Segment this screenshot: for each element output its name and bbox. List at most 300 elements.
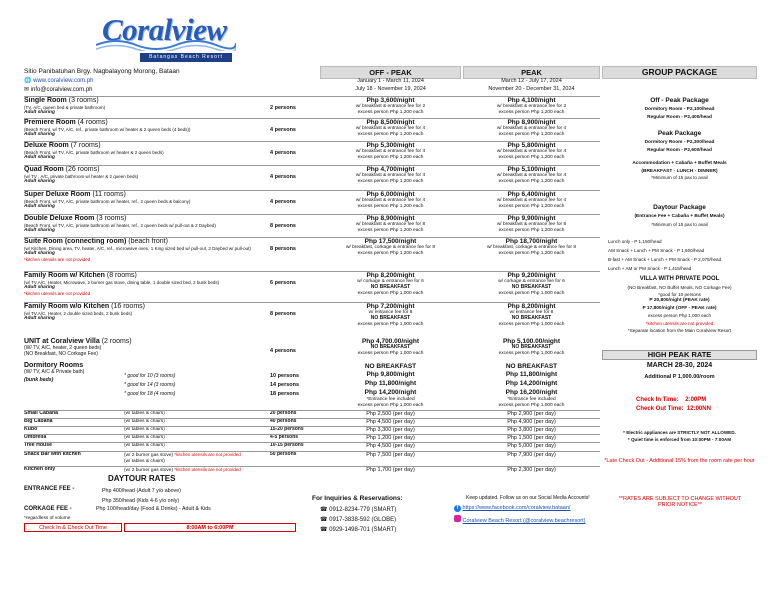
room-op-nobreakfast: NO BREAKFAST <box>370 283 411 290</box>
room-op-excess: excess person Php 1,200 each <box>357 154 424 160</box>
room-p-inclusion: w/ breakfast & entrance fee for 4 <box>496 126 567 132</box>
email-link[interactable] <box>24 87 93 94</box>
villa-pool-peak: P 20,800/night (PEAK rate) <box>649 298 710 304</box>
cottage-desc-2: (w/ tables & chairs) <box>124 458 165 464</box>
phone-icon: ☎ <box>320 527 330 533</box>
check-in-value: 2:00PM <box>685 397 707 403</box>
cottage-label: Umbrella <box>24 434 47 440</box>
cottage-offpeak: Php 2,500 (per day) <box>366 411 415 417</box>
villa-offpeak-price <box>320 338 461 357</box>
room-p-inclusion: w/ breakfast & entrance fee for 4 <box>496 149 567 155</box>
room-p-nobreakfast: NO BREAKFAST <box>511 314 552 321</box>
dorm-p-18: Php 16,200/night <box>505 389 558 397</box>
row-divider <box>24 426 600 427</box>
room-offpeak-price <box>320 119 461 138</box>
room-description: (w/ TV , A/C, private bathroom w/ heater & 2 queen beds) <box>24 174 139 180</box>
cottage-peak: Php 4,900 (per day) <box>507 419 556 425</box>
room-offpeak-price <box>320 215 461 234</box>
entrance-kids: Php 350/head (Kids 4-6 y/o only) <box>102 498 180 504</box>
room-p-excess: excess person Php 1,200 each <box>498 131 565 137</box>
cottage-desc <box>124 452 241 464</box>
room-peak-price <box>463 97 600 116</box>
cottage-capacity: 4-5 persons <box>270 434 299 440</box>
cottage-capacity: 15-20 persons <box>270 426 304 432</box>
room-op-excess: excess person Php 1,200 each <box>357 178 424 184</box>
room-row <box>24 191 268 210</box>
dorm-persons-10: 10 persons <box>270 373 300 379</box>
room-p-rate: Php 9,900/night <box>507 215 556 222</box>
room-name-line <box>24 238 268 246</box>
dorm-offpeak-price <box>320 363 461 409</box>
room-description: (Beach Front, w/ TV, A/C, private bathroom w/ heater & 2 queen beds) <box>24 150 164 156</box>
villa-pool-separate: *Separate location from the Main Coralview Resort <box>627 328 732 334</box>
high-peak-dates: MARCH 28-30, 2024 <box>646 362 713 369</box>
room-op-inclusion: w/ breakfast, corkage & entrance fee for 8 <box>345 245 436 251</box>
room-persons: 4 persons <box>270 127 296 133</box>
offpeak-dates-1: January 1 - March 11, 2024 <box>357 78 424 84</box>
cottage-offpeak: Php 1,200 (per day) <box>366 435 415 441</box>
facebook-icon: f <box>454 505 461 512</box>
room-op-rate: Php 5,300/night <box>366 142 415 149</box>
room-p-excess: excess person Php 1,200 each <box>498 250 565 256</box>
room-description: (w/ Kitchen, Dining area, TV, heater, A/C, ref., microwave oven, 1 King sized bed w/ pull-out, 2 Daybed w/ pull-out) <box>24 246 251 252</box>
villa-pool-good: *good for 10 persons <box>658 292 701 298</box>
cottage-name <box>24 411 58 417</box>
cottage-offpeak: Php 4,500 (per day) <box>366 419 415 425</box>
peak-regular-rate: Regular Room - P2,600/head <box>647 147 712 153</box>
facebook-url: https://www.facebook.com/coralview.bataan/ <box>462 505 571 511</box>
cottage-label: Small Cabaña <box>24 410 59 416</box>
resort-address: Sitio Panibatuhan Brgy. Nagbalayong Morong, Bataan <box>24 68 180 75</box>
dorm-op-nobreakfast: NO BREAKFAST <box>364 363 417 370</box>
cottage-desc <box>124 467 241 474</box>
room-op-rate: Php 7,200/night <box>366 303 415 310</box>
cottage-name <box>24 452 81 458</box>
cottage-peak: Php 5,000 (per day) <box>507 443 556 449</box>
phone-icon: ☎ <box>320 507 330 513</box>
offpeak-header: OFF - PEAK <box>320 66 461 79</box>
room-peak-price <box>463 272 600 296</box>
rates-disclaimer: **RATES ARE SUBJECT TO CHANGE WITHOUT PRIOR NOTICE** <box>618 496 742 509</box>
room-offpeak-price <box>320 238 461 257</box>
offpeak-package-title: Off - Peak Package <box>650 97 709 104</box>
room-sharing: Adult sharing <box>24 251 55 257</box>
row-divider <box>24 237 600 238</box>
villa-op-nobreakfast: NO BREAKFAST <box>370 344 411 351</box>
cottage-name <box>24 427 37 433</box>
room-row <box>24 303 268 322</box>
offpeak-dorm-rate: Dormitory Room - P2,100/head <box>644 107 715 113</box>
room-count: (4 rooms) <box>77 119 108 126</box>
villa-pool-utensils: *kitchen utensils are not provided <box>645 320 714 326</box>
row-divider <box>24 434 600 435</box>
villa-desc-1: (W/ TV, A/C, heater, 2 queen beds) <box>24 345 102 352</box>
corkage-fee-text: CORKAGE FEE - <box>24 506 72 512</box>
room-p-inclusion: w/ breakfast & entrance fee for 8 <box>496 222 567 228</box>
room-name: Super Deluxe Room <box>24 191 91 198</box>
room-row <box>24 238 268 262</box>
globe-icon: 🌐 <box>24 78 34 84</box>
room-row <box>24 97 268 116</box>
phone-smart-1[interactable] <box>320 505 396 515</box>
peak-package-title: Peak Package <box>657 130 702 137</box>
room-description: (TV, A/C, queen bed & private bathroom) <box>24 105 106 111</box>
package-minimum: *Minimum of 15 pax to avail <box>651 174 708 180</box>
room-name: Quad Room <box>24 166 64 173</box>
room-count: (7 rooms) <box>70 142 101 149</box>
dorm-desc: (W/ TV, A/C & Private bath) <box>24 369 85 376</box>
room-op-rate: Php 8,900/night <box>366 215 415 222</box>
room-name-line <box>24 272 268 280</box>
cottage-name <box>24 467 55 473</box>
late-checkout-note: *Late Check Out - Additional 15% from the room rate per hour <box>604 458 755 464</box>
logo-wordmark: Coralview <box>102 12 227 47</box>
room-op-rate: Php 4,700/night <box>366 166 415 173</box>
row-divider <box>24 165 600 166</box>
room-name-line <box>24 119 268 127</box>
room-offpeak-price <box>320 272 461 296</box>
villa-name: UNIT at Coralview Villa <box>24 338 100 345</box>
check-out-value: 12:00NN <box>686 406 711 412</box>
room-description: (Beach Front, w/ TV, A/C, private bathroom w/ heater, ref., 2 queen beds w/ pull-out & 2 Daybed) <box>24 223 216 229</box>
package-meals: (BREAKFAST - LUNCH - DINNER) <box>641 169 718 175</box>
room-op-excess: excess person Php 1,200 each <box>357 227 424 233</box>
meal-bfast-full: B-fast + AM Snack + Lunch + PM Snack - P 2,075/head <box>608 257 722 262</box>
peak-dates-2: November 20 - December 31, 2024 <box>488 86 575 92</box>
room-persons: 8 persons <box>270 246 296 252</box>
instagram-handle: Coralview Beach Resort (@coralview.beachresort) <box>462 518 586 524</box>
cottage-note: *kitchen utensils are not provided <box>174 452 241 457</box>
room-p-rate: Php 6,400/night <box>507 191 556 198</box>
phone-list <box>320 505 396 535</box>
cottage-desc-text: (w/ 2 burner gas stove) <box>124 468 174 473</box>
room-name-line <box>24 97 268 105</box>
room-sharing: Adult sharing <box>24 285 55 291</box>
room-p-inclusion: w/ corkage & entrance fee for 6 <box>498 279 565 285</box>
logo-tagline: Batangas Beach Resort <box>140 53 232 62</box>
room-peak-price <box>463 238 600 257</box>
room-op-rate: Php 17,500/night <box>364 238 417 245</box>
row-divider <box>24 418 600 419</box>
daytour-meal-options <box>608 237 758 273</box>
cottage-desc-text: (w/ tables & chairs) <box>124 411 165 416</box>
row-divider <box>24 451 600 452</box>
dorm-peak-price <box>463 363 600 409</box>
instagram-link[interactable] <box>454 515 586 524</box>
cottage-offpeak: Php 7,500 (per day) <box>366 452 415 458</box>
cottage-capacity: 10-15 persons <box>270 442 304 448</box>
high-peak-title: HIGH PEAK RATE <box>602 350 757 360</box>
room-name-line <box>24 191 268 199</box>
room-count: (16 rooms) <box>111 303 145 310</box>
phone-number: 0929-1498-701 (SMART) <box>329 527 397 533</box>
room-description: (Beach Front, w/ TV, A/C, private bathroom w/ heater, ref., 2 queen beds & balcony) <box>24 199 191 205</box>
phone-number: 0912-8234-779 (SMART) <box>329 507 397 513</box>
offpeak-regular-rate: Regular Room - P2,400/head <box>647 114 712 120</box>
villa-pool-excess: excess person Php 1,000 each <box>647 313 712 319</box>
daytour-inclusions: (Entrance Fee + Cabaña + Buffet Meals) <box>634 214 725 220</box>
meal-lunch-only: Lunch only - P 1,150/head <box>608 239 662 244</box>
cottage-desc <box>124 427 165 433</box>
phone-smart-2[interactable] <box>320 525 396 535</box>
cottage-capacity: 40 persons <box>270 418 297 424</box>
cottage-desc-text: (w/ tables & chairs) <box>124 427 165 432</box>
room-row <box>24 272 268 296</box>
room-name: Double Deluxe Room <box>24 215 95 222</box>
room-count: (26 rooms) <box>65 166 100 173</box>
row-divider <box>24 271 600 272</box>
high-peak-details <box>602 362 757 380</box>
villa-desc-2: (NO Breakfast, NO Corkage Fee) <box>24 350 98 357</box>
peak-package <box>602 130 757 180</box>
cottage-label: Snack Bar with kitchen <box>24 451 81 457</box>
daytour-minimum: *Minimum of 15 pax to avail <box>651 221 708 227</box>
cottage-peak: Php 1,500 (per day) <box>507 435 556 441</box>
entrance-fee-text: ENTRANCE FEE - <box>24 486 75 492</box>
room-p-inclusion: w/ breakfast, corkage & entrance fee for 8 <box>486 245 577 251</box>
entrance-fee-label <box>24 486 74 493</box>
cottage-name <box>24 443 52 449</box>
high-peak-additional: Additional P 1,000.00/room <box>644 374 715 381</box>
room-name-line <box>24 166 268 174</box>
cottage-desc-text: (w/ tables & chairs) <box>124 419 165 424</box>
dorm-good-18: * good for 18 (4 rooms) <box>124 391 176 397</box>
room-row <box>24 215 268 234</box>
room-op-excess: excess person Php 1,200 each <box>357 109 424 115</box>
room-sharing: Adult sharing <box>24 316 55 322</box>
room-persons: 4 persons <box>270 150 296 156</box>
row-divider <box>24 141 600 142</box>
check-out-label: Check Out Time: <box>636 406 684 412</box>
room-op-nobreakfast: NO BREAKFAST <box>370 314 411 321</box>
room-sharing: Adult sharing <box>24 204 55 210</box>
cottage-offpeak: Php 1,700 (per day) <box>366 467 415 473</box>
room-count: (3 rooms) <box>68 97 99 104</box>
dorm-good-10: * good for 10 (3 rooms) <box>124 373 176 379</box>
room-op-inclusion: w/ corkage & entrance fee for 6 <box>357 279 424 285</box>
dorm-persons-14: 14 persons <box>270 382 300 388</box>
room-persons: 6 persons <box>270 280 296 286</box>
dorm-persons <box>270 372 320 399</box>
room-p-inclusion: w/ breakfast & entrance fee for 2 <box>496 104 567 110</box>
room-offpeak-price <box>320 166 461 185</box>
email-text: info@coralview.com.ph <box>30 87 93 93</box>
room-p-inclusion: w/ breakfast & entrance fee for 4 <box>496 198 567 204</box>
row-divider <box>24 190 600 191</box>
room-p-rate: Php 8,200/night <box>507 303 556 310</box>
row-divider <box>24 118 600 119</box>
room-op-excess: excess person Php 1,000 each <box>357 321 424 327</box>
room-p-excess: excess person Php 1,000 each <box>498 321 565 327</box>
daytour-package <box>602 204 757 227</box>
villa-persons: 4 persons <box>270 348 296 354</box>
room-persons: 2 persons <box>270 105 296 111</box>
room-p-rate: Php 5,100/night <box>507 166 556 173</box>
check-in-label: Check In Time: <box>636 397 679 403</box>
house-rules <box>602 430 757 443</box>
entrance-adult: Php 400/head (Adult 7 y/o above) <box>102 488 181 494</box>
villa-op-rate: Php 4,700.00/night <box>361 338 420 345</box>
room-peak-price <box>463 215 600 234</box>
cottage-peak: Php 7,900 (per day) <box>507 452 556 458</box>
room-name: Deluxe Room <box>24 142 69 149</box>
room-op-inclusion: w/ breakfast & entrance fee for 8 <box>355 222 426 228</box>
villa-pool-offpeak: P 17,800/night (OFF - PEAK rate) <box>642 305 717 311</box>
cottage-label: Tree House <box>24 442 52 448</box>
cottage-name <box>24 419 53 425</box>
daytour-time: 8:00AM to 6:00PM <box>124 523 296 532</box>
row-divider <box>24 302 600 303</box>
row-divider <box>24 442 600 443</box>
room-p-inclusion: w/ entrance fee for 8 <box>509 310 554 316</box>
room-name: Premiere Room <box>24 119 76 126</box>
room-op-inclusion: w/ breakfast & entrance fee for 4 <box>355 198 426 204</box>
villa-private-pool <box>602 276 757 333</box>
cottage-desc <box>124 435 165 441</box>
room-p-rate: Php 5,800/night <box>507 142 556 149</box>
peak-dorm-rate: Dormitory Room - P2,300/head <box>644 140 715 146</box>
villa-op-excess: excess person Php 1,000 each <box>357 351 424 357</box>
room-sharing: Adult sharing <box>24 132 55 138</box>
room-count: (8 rooms) <box>106 272 137 279</box>
check-times <box>636 396 711 414</box>
dorm-persons-18: 18 persons <box>270 391 300 397</box>
room-offpeak-price <box>320 142 461 161</box>
resort-logo <box>96 10 236 66</box>
cottage-desc <box>124 443 165 449</box>
cottage-desc-text: (w/ tables & chairs) <box>124 443 165 448</box>
dorm-name: Dormitory Rooms <box>24 362 84 369</box>
room-sharing: Adult sharing <box>24 228 55 234</box>
checkin-checkout-label: Check In & Check Out Time <box>24 523 122 532</box>
row-divider <box>24 96 600 97</box>
dorm-op-excess: excess person Php 1,000 each <box>357 402 424 408</box>
room-p-rate: Php 9,200/night <box>507 272 556 279</box>
phone-globe[interactable] <box>320 515 396 525</box>
room-utensil-note: *kitchen utensils are not provided <box>24 256 91 262</box>
villa-count: (2 rooms) <box>101 338 132 345</box>
room-op-rate: Php 8,500/night <box>366 119 415 126</box>
room-op-inclusion: w/ entrance fee for 8 <box>368 310 413 316</box>
cottage-peak: Php 2,900 (per day) <box>507 411 556 417</box>
room-p-rate: Php 8,900/night <box>507 119 556 126</box>
mail-icon: ✉ <box>24 87 31 93</box>
dorm-p-excess: excess person Php 1,000 each <box>498 402 565 408</box>
meal-am-lunch-pm: AM Snack + Lunch + PM Snack - P 1,600/head <box>608 248 705 253</box>
room-row <box>24 166 268 185</box>
cottage-label: Kubo <box>24 426 38 432</box>
peak-dates-1: March 12 - July 17, 2024 <box>501 78 562 84</box>
cottage-peak: Php 3,800 (per day) <box>507 427 556 433</box>
room-op-excess: excess person Php 1,200 each <box>357 131 424 137</box>
room-description: (w/ TV,A/C, Heater, Microwave, 2 burner gas stove, dining table, 1 double sized bed, 2 bunk beds) <box>24 280 220 286</box>
dorm-goods <box>124 372 175 399</box>
instagram-icon <box>454 515 461 522</box>
corkage-fee-label <box>24 506 72 513</box>
room-p-inclusion: w/ breakfast & entrance fee for 4 <box>496 173 567 179</box>
dorm-p-nobreakfast: NO BREAKFAST <box>505 363 558 370</box>
room-p-nobreakfast: NO BREAKFAST <box>511 283 552 290</box>
cottage-peak: Php 2,300 (per day) <box>507 467 556 473</box>
room-offpeak-price <box>320 97 461 116</box>
room-p-excess: excess person Php 1,200 each <box>498 178 565 184</box>
room-persons: 8 persons <box>270 223 296 229</box>
room-peak-price <box>463 191 600 210</box>
room-name: Single Room <box>24 97 67 104</box>
room-op-inclusion: w/ breakfast & entrance fee for 4 <box>355 173 426 179</box>
rule-appliances: * Electric appliances are STRICTLY NOT ALLOWED. <box>623 430 736 435</box>
group-package-header: GROUP PACKAGE <box>602 66 757 79</box>
villa-p-excess: excess person Php 1,000 each <box>498 351 565 357</box>
room-p-rate: Php 18,700/night <box>505 238 558 245</box>
room-p-rate: Php 4,100/night <box>507 97 556 104</box>
offpeak-package <box>602 97 757 121</box>
package-accommodation: Accommodation + Cabaña + Buffet Meals <box>632 160 727 166</box>
room-count: (11 rooms) <box>92 191 126 198</box>
room-op-excess: excess person Php 1,000 each <box>357 290 424 296</box>
rule-quiet-time: * Quiet time is enforced from 10:00PM - 7:00AM <box>627 437 732 443</box>
room-p-excess: excess person Php 1,200 each <box>498 109 565 115</box>
meal-lunch-snack: Lunch + AM or PM Snack - P 1,415/head <box>608 266 692 271</box>
phone-number: 0917-3838-592 (GLOBE) <box>329 517 397 523</box>
room-offpeak-price <box>320 191 461 210</box>
villa-p-rate: Php 5,100.00/night <box>502 338 561 345</box>
room-p-excess: excess person Php 1,200 each <box>498 203 565 209</box>
room-name: Family Room w/ Kitchen <box>24 272 105 279</box>
villa-pool-inclusions: (NO Breakfast, NO Buffet Meals, NO Corkage Fee) <box>627 284 732 290</box>
room-description: (w/ TV,A/C, Heater, 2 double sized beds, 2 bunk beds) <box>24 311 133 317</box>
phone-icon: ☎ <box>320 517 330 523</box>
room-description: (Beach Front, w/ TV, A/C, ref., private bathroom w/ heater & 2 queen beds (4 beds)) <box>24 127 191 133</box>
entrance-fee-values <box>102 486 181 506</box>
room-row <box>24 119 268 138</box>
room-sharing: Adult sharing <box>24 110 55 116</box>
room-sharing: Adult sharing <box>24 155 55 161</box>
room-name: Suite Room (connecting room) <box>24 238 127 245</box>
room-name-line <box>24 303 268 311</box>
room-peak-price <box>463 303 600 327</box>
room-persons: 4 persons <box>270 199 296 205</box>
cottage-label: Big Cabaña <box>24 418 53 424</box>
facebook-link[interactable] <box>454 505 570 512</box>
dorm-p-10: Php 11,800/night <box>505 371 558 379</box>
cottage-note: *kitchen utensils are not provided <box>174 467 241 472</box>
room-p-excess: excess person Php 1,200 each <box>498 227 565 233</box>
corkage-volume-note: *regardless of volume <box>24 516 71 521</box>
cottage-offpeak: Php 3,300 (per day) <box>366 427 415 433</box>
row-divider <box>24 410 600 411</box>
website-text: www.coralview.com.ph <box>33 78 94 84</box>
social-caption: Keep updated. Follow us on our Social Media Accounts! <box>466 495 590 501</box>
dorm-op-18: Php 14,200/night <box>364 389 417 397</box>
dorm-op-14: Php 11,800/night <box>364 380 417 388</box>
room-persons: 8 persons <box>270 311 296 317</box>
room-peak-price <box>463 166 600 185</box>
villa-peak-price <box>463 338 600 357</box>
room-count: (3 rooms) <box>96 215 127 222</box>
room-op-inclusion: w/ breakfast & entrance fee for 4 <box>355 149 426 155</box>
peak-header: PEAK <box>463 66 600 79</box>
room-op-rate: Php 8,200/night <box>366 272 415 279</box>
room-offpeak-price <box>320 303 461 327</box>
dorm-good-14: * good for 14 (3 rooms) <box>124 382 176 388</box>
cottage-capacity: 50 persons <box>270 451 297 457</box>
website-link[interactable] <box>24 78 94 85</box>
cottage-desc <box>124 419 165 425</box>
cottage-offpeak: Php 4,500 (per day) <box>366 443 415 449</box>
cottage-desc-text: (w/ 2 burner gas stove) <box>124 453 174 458</box>
daytour-package-title: Daytour Package <box>653 204 706 211</box>
